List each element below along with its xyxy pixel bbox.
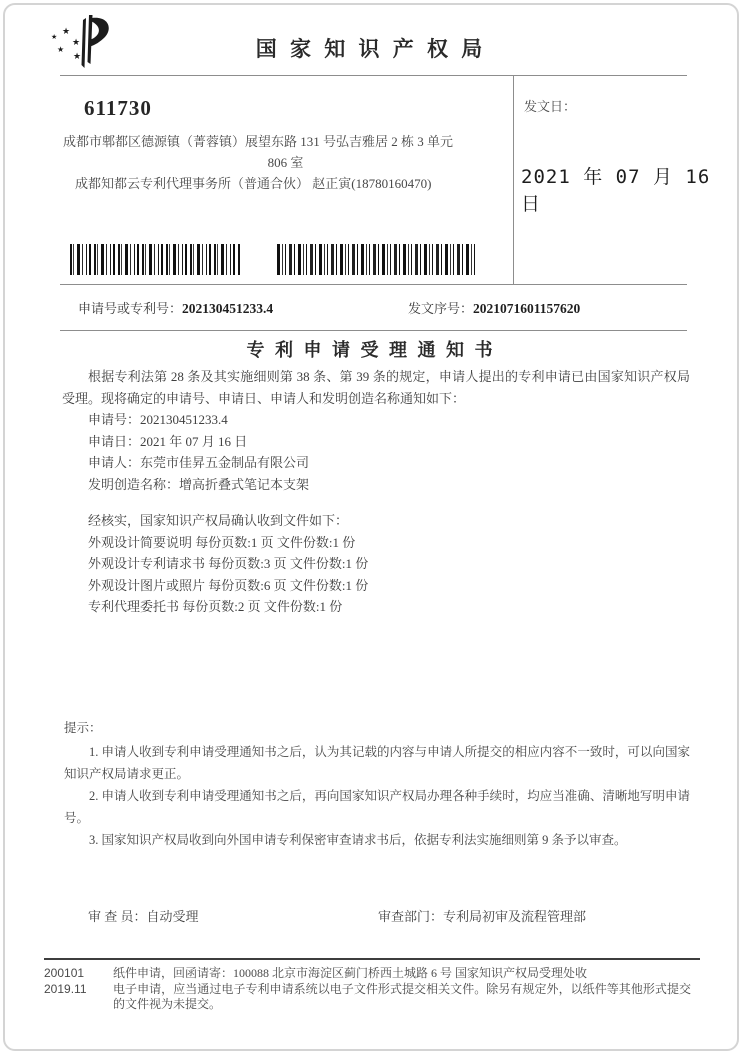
form-code: 200101 (44, 966, 85, 980)
received-file-item: 专利代理委托书 每份页数:2 页 文件份数:1 份 (88, 599, 343, 614)
recipient-address-line1: 成都市郫都区德源镇（菁蓉镇）展望东路 131 号弘吉雅居 2 栋 3 单元 (63, 134, 454, 149)
examiner-row (88, 906, 199, 925)
application-number-label: 申请号或专利号： (78, 301, 183, 316)
footer-form-codes (44, 966, 87, 997)
tip-item: 1. 申请人收到专利申请受理通知书之后，认为其记载的内容与申请人所提交的相应内容不一致时，可以向国家知识产权局请求更正。 (64, 745, 690, 781)
postal-code: 611730 (84, 96, 152, 120)
received-file-item: 外观设计简要说明 每份页数:1 页 文件份数:1 份 (88, 534, 356, 550)
tips-section (64, 717, 690, 851)
field-label: 申请人： (88, 455, 141, 470)
issue-date-label: 发文日： (524, 99, 577, 114)
serial-number-label: 发文序号： (408, 301, 474, 316)
field-value: 增高折叠式笔记本支架 (179, 476, 310, 492)
field-value: 202130451233.4 (140, 412, 228, 427)
field-label: 发明创造名称： (88, 476, 180, 492)
department-value: 专利局初审及流程管理部 (443, 909, 587, 924)
column-divider (513, 75, 514, 284)
field-value: 2021 年 07 月 16 日 (140, 433, 248, 449)
form-date: 2019.11 (44, 981, 87, 996)
cnipa-logo-icon: ★ ★ ★ ★ ★ (50, 12, 112, 72)
footer-notes (113, 966, 691, 1013)
field-application-date (88, 431, 690, 453)
examiner-value: 自动受理 (146, 909, 199, 924)
intro-paragraph: 根据专利法第 28 条及其实施细则第 38 条、第 39 条的规定，申请人提出的专利申请已由国家知识产权局受理。现将确定的申请号、申请日、申请人和发明创造名称通知如下： (62, 369, 690, 406)
field-invention-title (88, 474, 690, 496)
footer-divider (44, 958, 700, 960)
field-application-number (88, 409, 690, 431)
ref-row-divider (60, 330, 687, 331)
examiner-label: 审 查 员： (88, 909, 147, 924)
received-files-heading: 经核实，国家知识产权局确认收到文件如下： (88, 513, 349, 528)
barcode-right (277, 244, 476, 275)
tip-item: 2. 申请人收到专利申请受理通知书之后，再向国家知识产权局办理各种手续时，均应当准确、清晰地写明申请号。 (64, 789, 690, 825)
tip-item: 3. 国家知识产权局收到向外国申请专利保密审查请求书后，依据专利法实施细则第 9 条予以审查。 (89, 833, 627, 847)
serial-number-row (408, 298, 580, 317)
field-value: 东莞市佳昇五金制品有限公司 (140, 455, 310, 470)
application-number-row (78, 298, 273, 317)
agency-line: 成都知都云专利代理事务所（普通合伙） 赵正寅(18780160470) (75, 176, 432, 191)
received-file-item: 外观设计图片或照片 每份页数:6 页 文件份数:1 份 (88, 577, 369, 593)
tips-label: 提示： (64, 721, 102, 735)
field-applicant (88, 452, 690, 474)
application-number-value: 202130451233.4 (182, 301, 274, 316)
issue-date-value: 2021 年 07 月 16 日 (521, 166, 711, 215)
department-row (378, 906, 586, 925)
notice-title: 专 利 申 请 受 理 通 知 书 (246, 340, 496, 360)
top-block-divider (60, 284, 687, 285)
barcode-left (70, 244, 240, 275)
department-label: 审查部门： (378, 909, 444, 924)
field-label: 申请号： (88, 412, 141, 427)
notice-body (62, 366, 690, 618)
footer-efiling-note: 电子申请，应当通过电子专利申请系统以电子文件形式提交相关文件。除另有规定外，以纸件等其他形式提交的文件视为未提交。 (113, 981, 691, 1011)
org-title: 国 家 知 识 产 权 局 (255, 37, 487, 61)
received-file-item: 外观设计专利请求书 每份页数:3 页 文件份数:1 份 (88, 556, 369, 571)
footer-paper-note: 纸件申请，回函请寄：100088 北京市海淀区蓟门桥西土城路 6 号 国家知识产权局受理处收 (113, 966, 588, 980)
field-label: 申请日： (88, 433, 141, 449)
header-divider (60, 75, 687, 76)
serial-number-value: 2021071601157620 (473, 301, 581, 316)
recipient-address-line2: 806 室 (267, 155, 304, 170)
